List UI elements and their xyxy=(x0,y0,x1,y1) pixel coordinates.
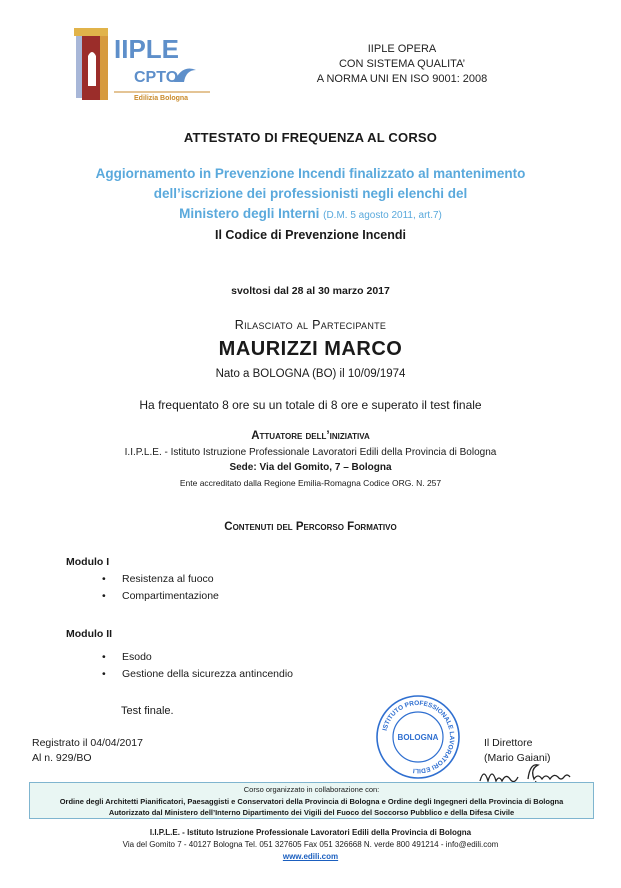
module-2-title: Modulo II xyxy=(66,628,113,640)
participant-name: MAURIZZI MARCO xyxy=(218,338,403,360)
final-test: Test finale. xyxy=(121,705,174,717)
list-item xyxy=(102,573,214,585)
organizer-accreditation: Ente accreditato dalla Regione Emilia-Romagna Codice ORG. N. 257 xyxy=(179,478,442,488)
course-dates: svoltosi dal 28 al 30 marzo 2017 xyxy=(231,285,390,297)
course-line-2: dell’iscrizione dei professionisti negli elenchi del xyxy=(153,186,468,201)
svg-text:IIPLE: IIPLE xyxy=(114,34,180,64)
module-1-title: Modulo I xyxy=(66,556,110,568)
bullet-icon: • xyxy=(102,590,106,602)
issued-to-label: Rilasciato al Partecipante xyxy=(234,318,387,332)
organizer-heading: Attuatore dell’iniziativa xyxy=(251,430,370,442)
list-item-label: Esodo xyxy=(122,651,152,663)
course-line-3-text: Ministero degli Interni xyxy=(179,206,320,221)
list-item-label: Resistenza al fuoco xyxy=(122,573,214,585)
attendance-statement: Ha frequentato 8 ore su un totale di 8 ore e superato il test finale xyxy=(139,398,482,412)
list-item xyxy=(102,590,219,602)
svg-text:ISTITUTO PROFESSIONALE LAVORAT: ISTITUTO PROFESSIONALE LAVORATORI EDILI xyxy=(381,699,456,775)
director-name: (Mario Gaiani) xyxy=(484,752,551,764)
course-line-1: Aggiornamento in Prevenzione Incendi finalizzato al mantenimento xyxy=(95,166,526,181)
registration-info xyxy=(32,736,143,766)
organizer-name: I.I.P.L.E. - Istituto Istruzione Professionale Lavoratori Edili della Provincia di Bologna xyxy=(124,447,497,458)
iiple-logo xyxy=(72,26,212,106)
certificate-title: ATTESTATO DI FREQUENZA AL CORSO xyxy=(183,130,438,145)
participant-birth: Nato a BOLOGNA (BO) il 10/09/1974 xyxy=(215,368,406,380)
footer-institute: I.I.P.L.E. - Istituto Istruzione Professionale Lavoratori Edili della Provincia di Bologna xyxy=(149,828,472,837)
stamp-graphic xyxy=(375,694,461,780)
svg-text:Edilizia Bologna: Edilizia Bologna xyxy=(134,95,189,102)
page-footer xyxy=(0,827,621,863)
quality-line-3: A NORMA UNI EN ISO 9001: 2008 xyxy=(316,73,488,85)
list-item-label: Gestione della sicurezza antincendio xyxy=(122,668,294,680)
course-reference: (D.M. 5 agosto 2011, art.7) xyxy=(323,210,442,221)
quality-line-1: IIPLE OPERA xyxy=(367,43,437,55)
registration-number: Al n. 929/BO xyxy=(32,752,92,764)
svg-text:CPTO: CPTO xyxy=(134,69,179,86)
banner-partners: Ordine degli Architetti Pianificatori, Paesaggisti e Conservatori della Provincia di Bologna e Ordine degli Ingegneri della Provincia di Bologna xyxy=(59,796,564,806)
iiple-logo-graphic xyxy=(72,26,212,106)
quality-statement xyxy=(312,42,492,87)
course-line-3 xyxy=(0,204,621,226)
list-item xyxy=(102,651,152,663)
registration-date: Registrato il 04/04/2017 xyxy=(32,737,143,749)
bullet-icon: • xyxy=(102,573,106,585)
svg-text:BOLOGNA: BOLOGNA xyxy=(397,733,439,742)
list-item xyxy=(102,668,293,680)
footer-website-link[interactable]: www.edili.com xyxy=(282,852,339,861)
banner-intro: Corso organizzato in collaborazione con: xyxy=(243,785,380,794)
bullet-icon: • xyxy=(102,668,106,680)
director-title: Il Direttore xyxy=(484,737,533,749)
contents-heading: Contenuti del Percorso Formativo xyxy=(224,521,397,533)
organizer-address: Sede: Via del Gomito, 7 – Bologna xyxy=(229,462,392,473)
course-subtitle: Il Codice di Prevenzione Incendi xyxy=(214,228,406,242)
banner-authorization: Autorizzato dal Ministero dell’Interno Dipartimento dei Vigili del Fuoco del Soccorso Pubblico e della Difesa Civile xyxy=(108,808,515,817)
collaboration-banner xyxy=(29,782,594,819)
quality-line-2: CON SISTEMA QUALITA’ xyxy=(338,58,466,70)
list-item-label: Compartimentazione xyxy=(122,590,219,602)
institute-stamp xyxy=(375,694,461,780)
bullet-icon: • xyxy=(102,651,106,663)
footer-contacts: Via del Gomito 7 - 40127 Bologna Tel. 051 327605 Fax 051 326668 N. verde 800 491214 - info@edili.com xyxy=(122,840,499,849)
course-title xyxy=(0,164,621,226)
